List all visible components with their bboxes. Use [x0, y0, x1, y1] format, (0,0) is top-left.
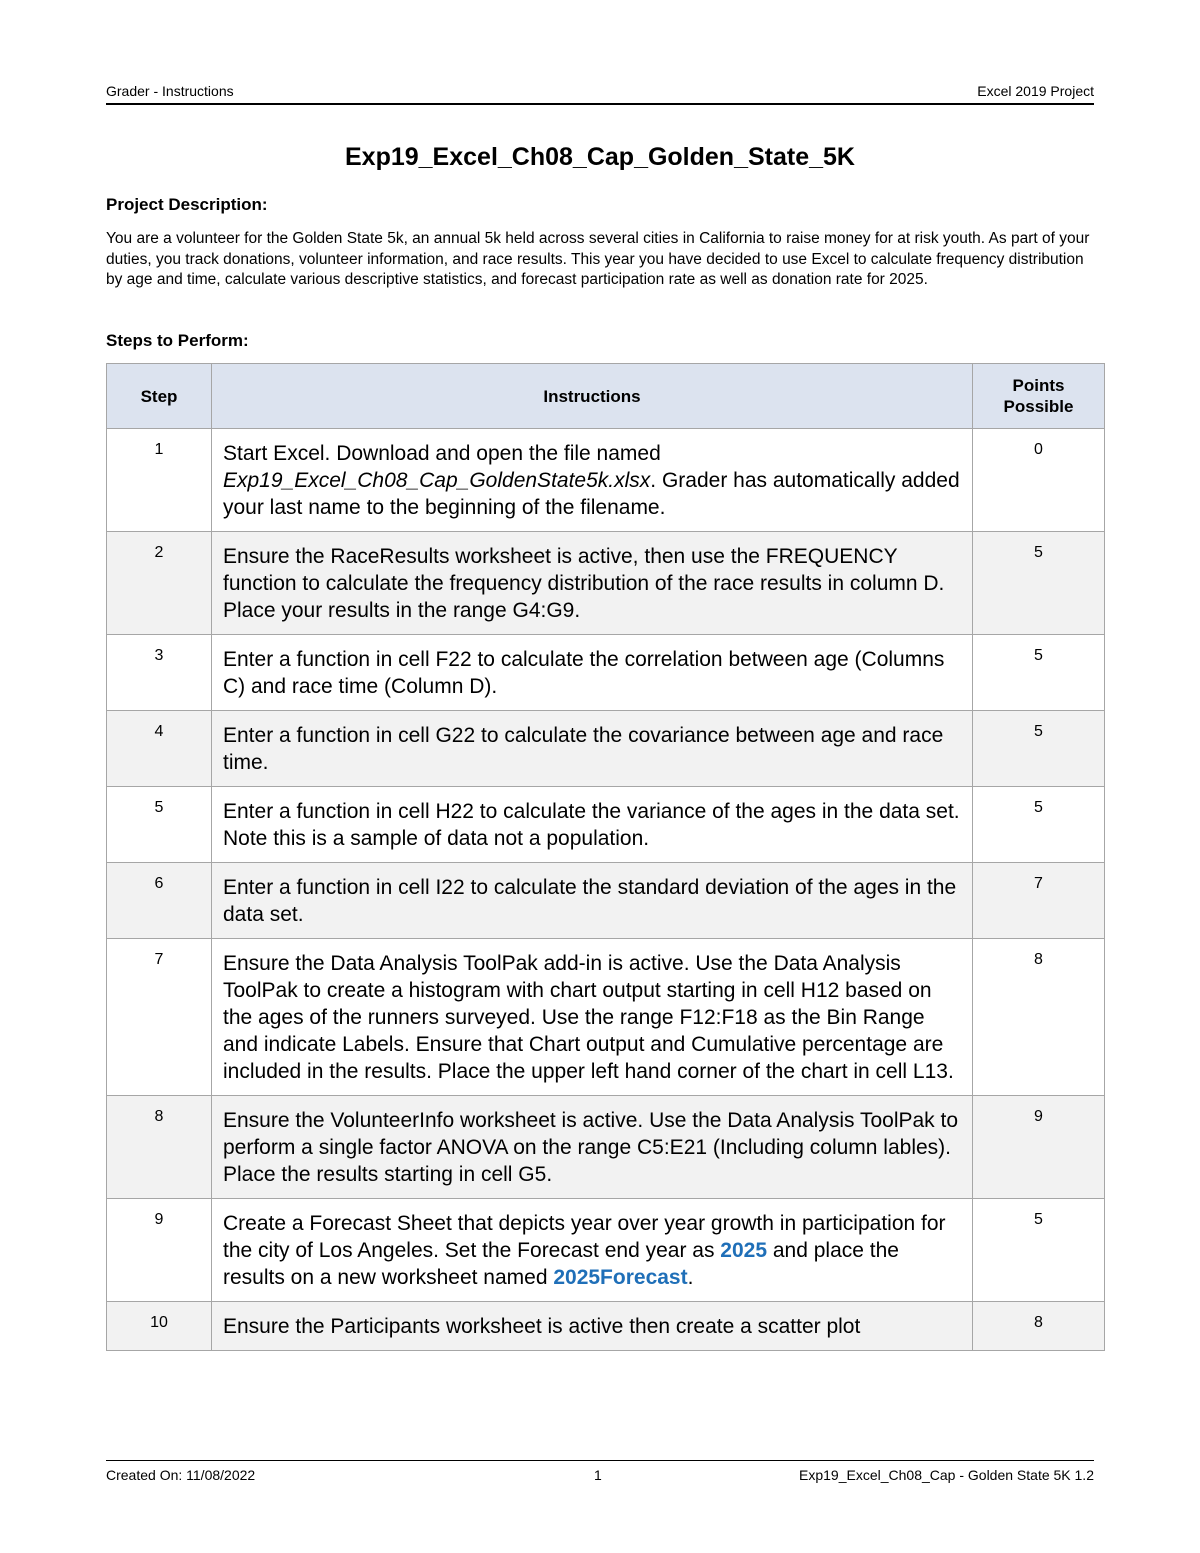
instruction-text: .: [687, 1266, 694, 1289]
step-instructions: Enter a function in cell G22 to calculate the covariance between age and race time.: [212, 711, 973, 787]
footer-document-id: Exp19_Excel_Ch08_Cap - Golden State 5K 1.2: [799, 1467, 1094, 1483]
step-instructions: Enter a function in cell I22 to calculate the standard deviation of the ages in the data set.: [212, 863, 973, 939]
step-number: 8: [107, 1096, 212, 1199]
step-points: 5: [973, 787, 1105, 863]
column-header-points: Points Possible: [973, 364, 1105, 429]
header-left-text: Grader - Instructions: [106, 83, 234, 99]
table-row: [107, 429, 1105, 532]
step-instructions: Ensure the Data Analysis ToolPak add-in is active. Use the Data Analysis ToolPak to create a histogram with chart output starting in cell H12 based on the ages of the runners surveyed. Use the range F12:F18 as the Bin Range and indicate Labels. Ensure that Chart output and Cumulative percentage are included in the results. Place the upper left hand corner of the chart in cell L13.: [212, 939, 973, 1096]
step-instructions: Ensure the Participants worksheet is active then create a scatter plot: [212, 1302, 973, 1351]
step-number: 4: [107, 711, 212, 787]
highlight-sheet-name: 2025Forecast: [553, 1266, 688, 1289]
table-row: [107, 787, 1105, 863]
document-title: Exp19_Excel_Ch08_Cap_Golden_State_5K: [345, 143, 855, 171]
table-row: [107, 532, 1105, 635]
column-header-instructions: Instructions: [212, 364, 973, 429]
step-points: 5: [973, 711, 1105, 787]
file-name: Exp19_Excel_Ch08_Cap_GoldenState5k.xlsx: [223, 469, 651, 492]
table-row: [107, 1199, 1105, 1302]
instruction-text: and place the results on a new worksheet named: [223, 1239, 899, 1289]
step-instructions: Ensure the VolunteerInfo worksheet is active. Use the Data Analysis ToolPak to perform a single factor ANOVA on the range C5:E21 (Including column lables). Place the results starting in cell G5.: [212, 1096, 973, 1199]
step-number: 9: [107, 1199, 212, 1302]
step-instructions: [212, 429, 973, 532]
table-row: [107, 1302, 1105, 1351]
step-instructions: Enter a function in cell F22 to calculate the correlation between age (Columns C) and race time (Column D).: [212, 635, 973, 711]
table-row: [107, 635, 1105, 711]
step-points: 0: [973, 429, 1105, 532]
steps-table: [106, 363, 1105, 1351]
project-description-text: You are a volunteer for the Golden State 5k, an annual 5k held across several cities in California to raise money for at risk youth. As part of your duties, you track donations, volunteer information, and race results. This year you have decided to use Excel to calculate frequency distribution by age and time, calculate various descriptive statistics, and forecast participation rate as well as donation rate for 2025.: [106, 230, 1090, 288]
footer-created-date: Created On: 11/08/2022: [106, 1467, 256, 1483]
step-number: 2: [107, 532, 212, 635]
step-instructions: [212, 1199, 973, 1302]
steps-heading: Steps to Perform:: [106, 331, 249, 350]
table-header-row: [107, 364, 1105, 429]
instruction-text: . Grader has automatically added your last name to the beginning of the filename.: [223, 469, 960, 519]
instruction-text: Start Excel. Download and open the file named: [223, 442, 661, 465]
step-number: 3: [107, 635, 212, 711]
project-description-heading: Project Description:: [106, 195, 268, 214]
step-instructions: Ensure the RaceResults worksheet is active, then use the FREQUENCY function to calculate the frequency distribution of the race results in column D. Place your results in the range G4:G9.: [212, 532, 973, 635]
step-points: 7: [973, 863, 1105, 939]
step-points: 8: [973, 1302, 1105, 1351]
step-points: 8: [973, 939, 1105, 1096]
column-header-step: Step: [107, 364, 212, 429]
page-footer: [106, 1460, 1094, 1487]
step-instructions: Enter a function in cell H22 to calculate the variance of the ages in the data set. Note this is a sample of data not a population.: [212, 787, 973, 863]
step-points: 5: [973, 532, 1105, 635]
header-right-text: Excel 2019 Project: [977, 83, 1094, 99]
table-row: [107, 939, 1105, 1096]
step-number: 6: [107, 863, 212, 939]
step-number: 10: [107, 1302, 212, 1351]
table-row: [107, 1096, 1105, 1199]
table-row: [107, 711, 1105, 787]
step-points: 5: [973, 635, 1105, 711]
step-points: 5: [973, 1199, 1105, 1302]
footer-page-number: 1: [594, 1467, 602, 1483]
page-header: [106, 83, 1094, 105]
table-row: [107, 863, 1105, 939]
step-number: 7: [107, 939, 212, 1096]
step-number: 1: [107, 429, 212, 532]
instruction-text: Create a Forecast Sheet that depicts year over year growth in participation for the city of Los Angeles. Set the Forecast end year as: [223, 1212, 946, 1262]
step-number: 5: [107, 787, 212, 863]
highlight-year: 2025: [720, 1239, 768, 1262]
step-points: 9: [973, 1096, 1105, 1199]
